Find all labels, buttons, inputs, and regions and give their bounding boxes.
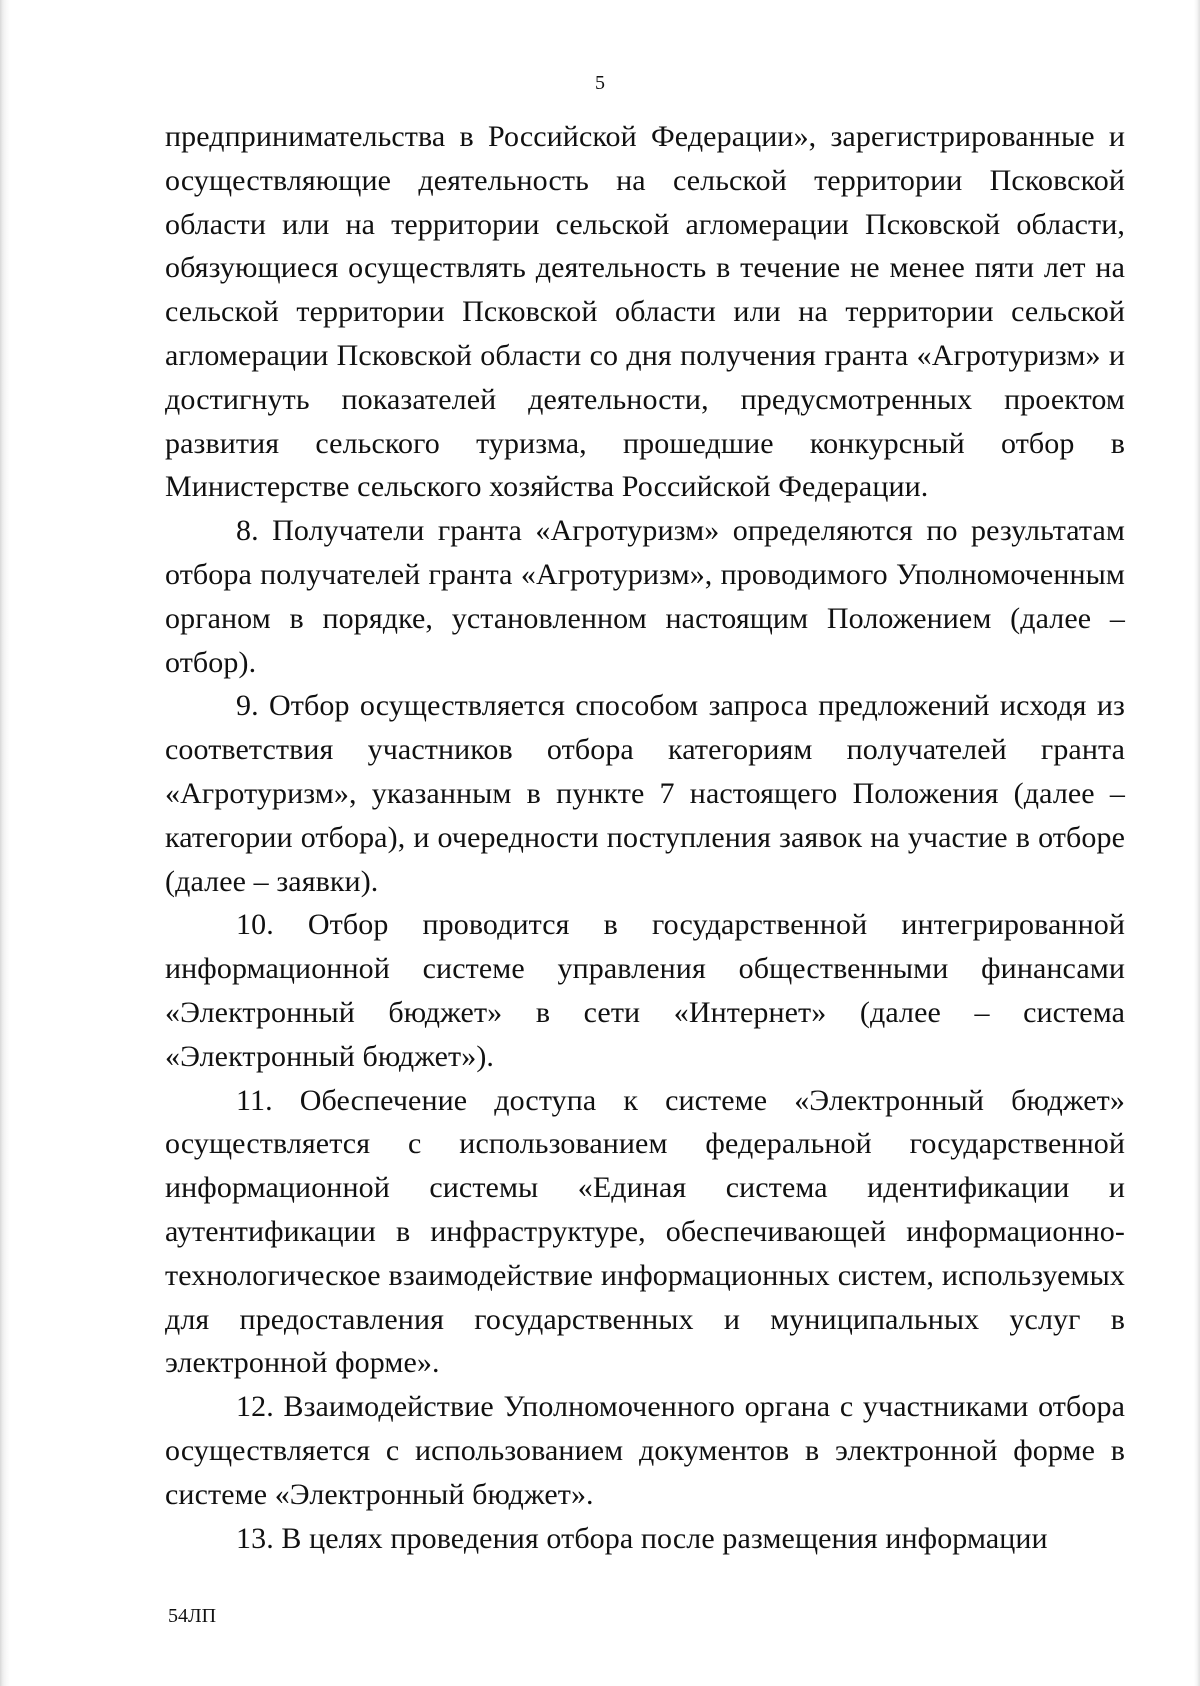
scan-edge-right	[1194, 0, 1200, 1686]
paragraph-continuation: предпринимательства в Российской Федерации», зарегистрированные и осуществляющие деятельность на сельской территории Псковской области или на территории сельской агломерации Псковской области, обязующиеся осуществлять деятельность в течение не менее пяти лет на сельской территории Псковской области или на территории сельской агломерации Псковской области со дня получения гранта «Агротуризм» и достигнуть показателей деятельности, предусмотренных проектом развития сельского туризма, прошедшие конкурсный отбор в Министерстве сельского хозяйства Российской Федерации.	[165, 120, 1125, 504]
paragraph-item-9: 9. Отбор осуществляется способом запроса предложений исходя из соответствия участников отбора категориям получателей гранта «Агротуризм», указанным в пункте 7 настоящего Положения (далее – категории отбора), и очередности поступления заявок на участие в отборе (далее – заявки).	[165, 689, 1125, 898]
paragraph-item-8: 8. Получатели гранта «Агротуризм» определяются по результатам отбора получателей гранта «Агротуризм», проводимого Уполномоченным органом в порядке, установленном настоящим Положением (далее – отбор).	[165, 514, 1125, 679]
paragraph-item-12: 12. Взаимодействие Уполномоченного органа с участниками отбора осуществляется с использованием документов в электронной форме в системе «Электронный бюджет».	[165, 1390, 1125, 1511]
scan-edge-left	[0, 0, 10, 1686]
paragraph-item-11: 11. Обеспечение доступа к системе «Электронный бюджет» осуществляется с использованием федеральной государственной информационной системы «Единая система идентификации и аутентификации в инфраструктуре, обеспечивающей информационно-технологическое взаимодействие информационных систем, используемых для предоставления государственных и муниципальных услуг в электронной форме».	[165, 1083, 1125, 1380]
paragraph-item-13: 13. В целях проведения отбора после размещения информации	[236, 1521, 1048, 1555]
page-number: 5	[595, 72, 605, 94]
document-body	[165, 115, 1125, 1560]
paragraph-item-10: 10. Отбор проводится в государственной интегрированной информационной системе управления общественными финансами «Электронный бюджет» в сети «Интернет» (далее – система «Электронный бюджет»).	[165, 908, 1125, 1073]
document-code: 54ЛП	[168, 1605, 217, 1627]
